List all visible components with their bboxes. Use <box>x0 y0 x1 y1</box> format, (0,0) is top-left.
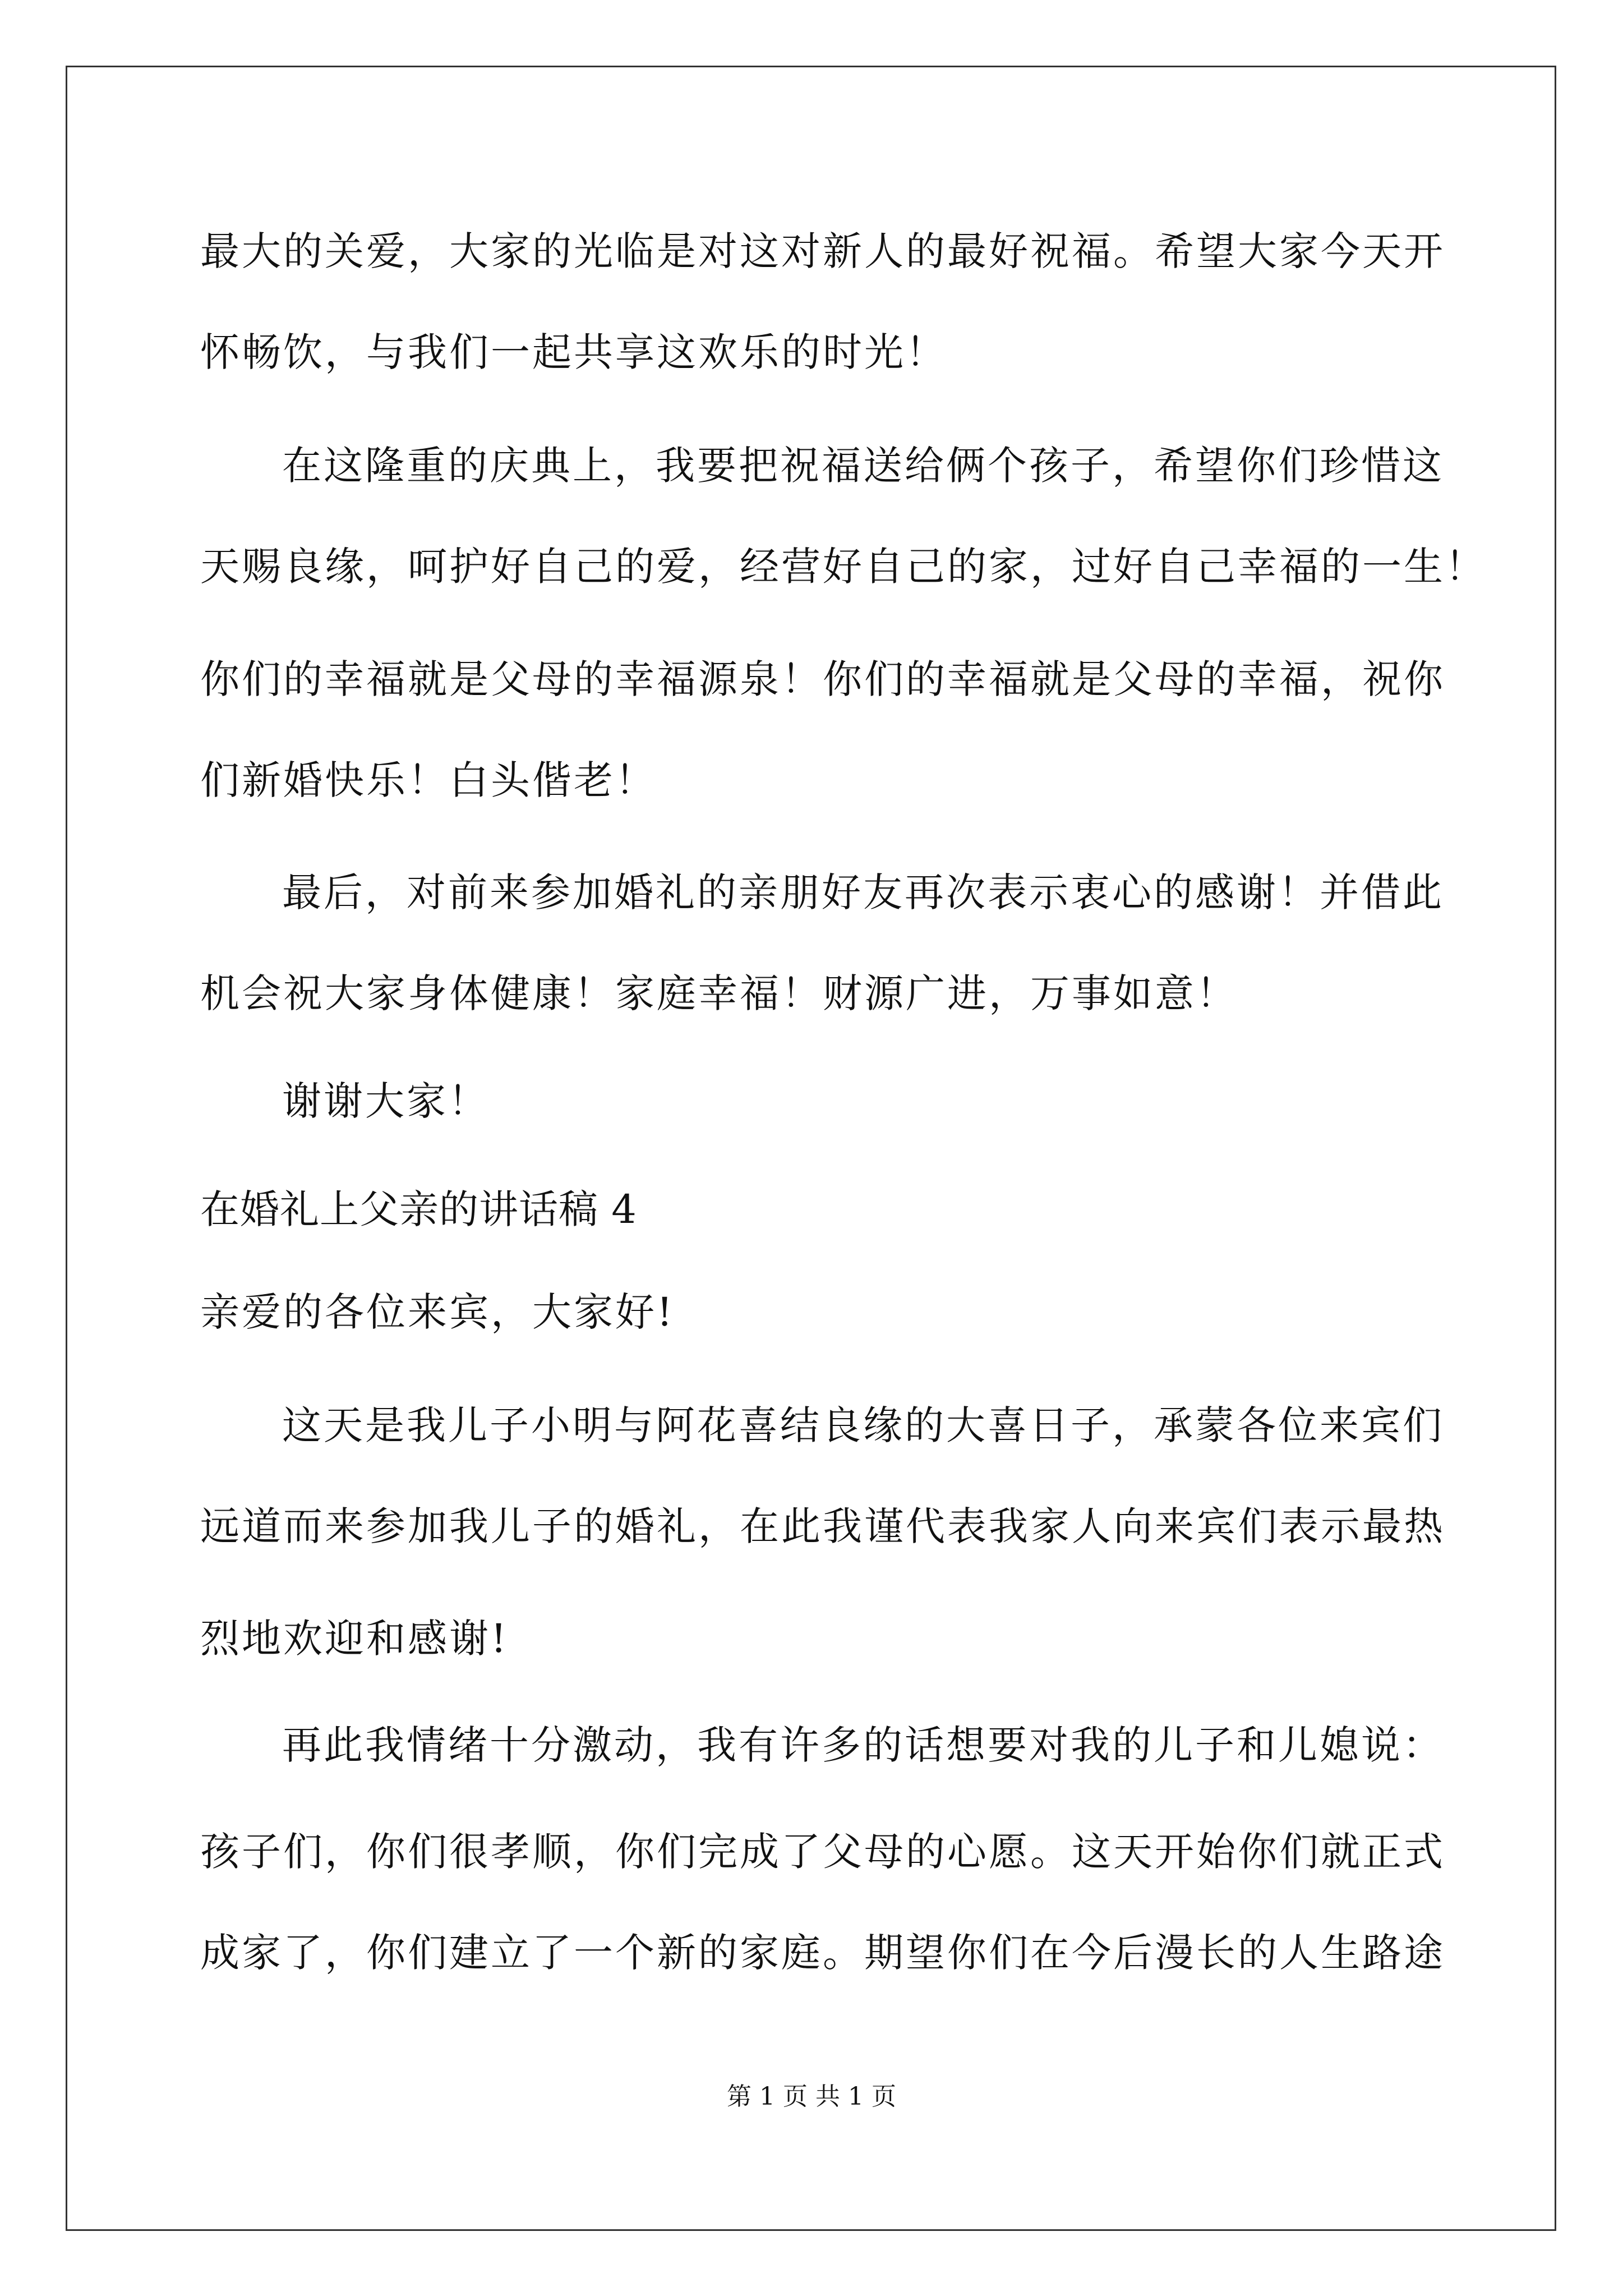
paragraph-start-line: 最后，对前来参加婚礼的亲朋好友再次表示衷心的感谢！并借此 <box>282 869 1444 915</box>
section-heading: 在婚礼上父亲的讲话稿 4 <box>200 1186 637 1232</box>
text-line: 最大的关爱，大家的光临是对这对新人的最好祝福。希望大家今天开 <box>200 228 1445 274</box>
paragraph-start-line: 再此我情绪十分激动，我有许多的话想要对我的儿子和儿媳说： <box>282 1722 1444 1768</box>
page-number-footer: 第 1 页 共 1 页 <box>727 2082 896 2111</box>
paragraph-start-line: 这天是我儿子小明与阿花喜结良缘的大喜日子，承蒙各位来宾们 <box>282 1402 1444 1448</box>
text-line: 远道而来参加我儿子的婚礼，在此我谨代表我家人向来宾们表示最热 <box>200 1503 1445 1549</box>
page-border <box>66 66 1556 2231</box>
paragraph-start-line: 在这隆重的庆典上，我要把祝福送给俩个孩子，希望你们珍惜这 <box>282 443 1444 489</box>
text-line: 怀畅饮，与我们一起共享这欢乐的时光！ <box>200 329 947 375</box>
salutation-line: 亲爱的各位来宾，大家好! <box>200 1289 675 1335</box>
text-line: 成家了，你们建立了一个新的家庭。期望你们在今后漫长的人生路途 <box>200 1930 1445 1976</box>
text-line: 们新婚快乐！白头偕老！ <box>200 757 657 803</box>
text-line: 天赐良缘，呵护好自己的爱，经营好自己的家，过好自己幸福的一生！ <box>200 544 1487 590</box>
text-line: 烈地欢迎和感谢! <box>200 1616 509 1662</box>
text-line: 你们的幸福就是父母的幸福源泉！你们的幸福就是父母的幸福，祝你 <box>200 656 1445 702</box>
closing-line: 谢谢大家！ <box>282 1078 490 1124</box>
text-line: 孩子们，你们很孝顺，你们完成了父母的心愿。这天开始你们就正式 <box>200 1829 1445 1875</box>
text-line: 机会祝大家身体健康！家庭幸福！财源广进，万事如意！ <box>200 970 1238 1016</box>
